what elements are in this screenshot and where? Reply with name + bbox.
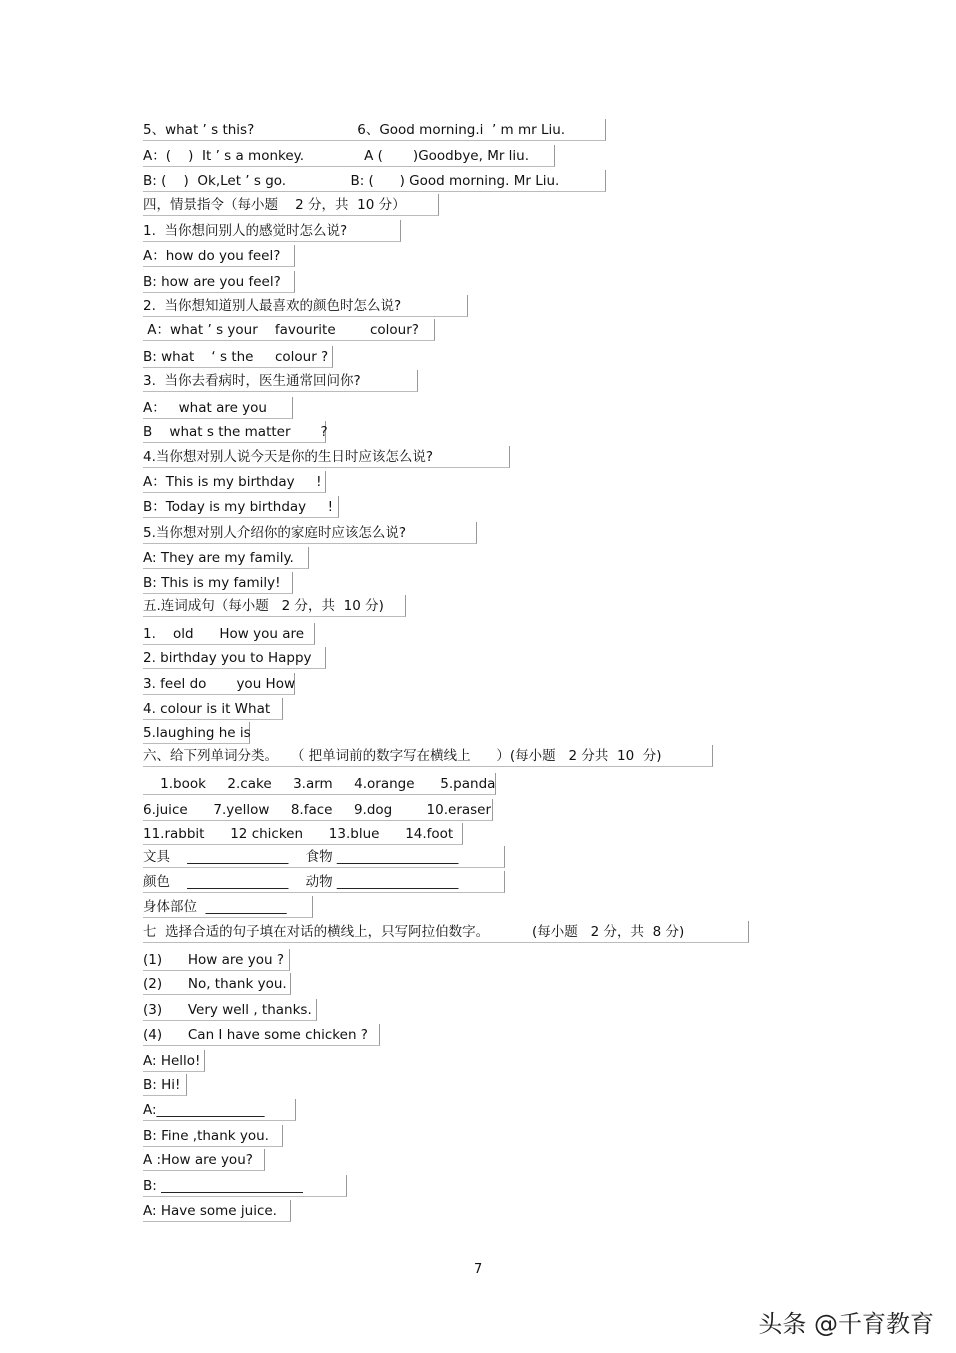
text-line: B: Hi! xyxy=(143,1074,187,1096)
text-line: B: This is my family! xyxy=(143,572,293,594)
text-line: 五.连词成句（每小题 2 分，共 10 分) xyxy=(143,595,406,617)
text-line: 5.当你想对别人介绍你的家庭时应该怎么说? xyxy=(143,522,477,544)
text-line: B：Today is my birthday ! xyxy=(143,496,339,518)
text-line: 颜色 _______________ 动物 __________________ xyxy=(143,871,505,893)
text-line: A :How are you? xyxy=(143,1149,265,1171)
text-line: (3) Very well , thanks. xyxy=(143,999,317,1021)
text-line: 2. 当你想知道别人最喜欢的颜色时怎么说? xyxy=(143,295,468,317)
text-line: (4) Can I have some chicken ? xyxy=(143,1024,380,1046)
text-line: B: ( ) Ok,Let ’ s go. B: ( ) Good morning. Mr Liu. xyxy=(143,170,606,192)
text-line: 4.当你想对别人说今天是你的生日时应该怎么说? xyxy=(143,446,510,468)
text-line: A： what are you xyxy=(143,397,293,419)
text-line: 11.rabbit 12 chicken 13.blue 14.foot xyxy=(143,823,463,845)
text-line: 1. 当你想问别人的感觉时怎么说? xyxy=(143,220,401,242)
text-line: (2) No, thank you. xyxy=(143,973,291,995)
text-line: 七 选择合适的句子填在对话的横线上，只写阿拉伯数字。 (每小题 2 分，共 8 分) xyxy=(143,921,749,943)
text-line: 文具 _______________ 食物 __________________ xyxy=(143,846,505,868)
text-line: 4. colour is it What xyxy=(143,698,283,720)
text-line: B what s the matter ? xyxy=(143,421,326,443)
text-line: (1) How are you ? xyxy=(143,949,290,971)
text-line: 5.laughing he is xyxy=(143,722,250,744)
text-line: 6.juice 7.yellow 8.face 9.dog 10.eraser xyxy=(143,799,493,821)
text-line: B: what ‘ s the colour ? xyxy=(143,346,333,368)
text-line: A: Hello! xyxy=(143,1050,205,1072)
text-line: 1.book 2.cake 3.arm 4.orange 5.panda xyxy=(143,773,496,795)
text-line: 六、给下列单词分类。 （ 把单词前的数字写在横线上 ）(每小题 2 分共 10 分) xyxy=(143,745,713,767)
text-line: A：( ) It ’ s a monkey. A ( )Goodbye, Mr liu. xyxy=(143,145,555,167)
text-line: 2. birthday you to Happy xyxy=(143,647,326,669)
text-line: B: how are you feel? xyxy=(143,271,295,293)
text-line: A：what ’ s your favourite colour? xyxy=(143,319,435,341)
text-line: B: Fine ,thank you. xyxy=(143,1125,283,1147)
text-line: 3. 当你去看病时，医生通常回问你? xyxy=(143,370,418,392)
text-line: A: Have some juice. xyxy=(143,1200,291,1222)
text-line: 1. old How you are xyxy=(143,623,315,645)
text-line: 身体部位 ____________ xyxy=(143,896,313,918)
text-line: A: They are my family. xyxy=(143,547,309,569)
watermark-logo: 头条 @千育教育 xyxy=(758,1310,934,1338)
text-line: A：how do you feel? xyxy=(143,245,295,267)
text-line: A：This is my birthday ! xyxy=(143,471,326,493)
text-line: B: _____________________ xyxy=(143,1175,347,1197)
page-number: 7 xyxy=(474,1262,483,1277)
text-line: A:________________ xyxy=(143,1099,296,1121)
text-line: 3. feel do you How xyxy=(143,673,295,695)
text-line: 四，情景指令（每小题 2 分，共 10 分） xyxy=(143,194,439,216)
text-line: 5、what ’ s this? 6、Good morning.i ’ m mr Liu. xyxy=(143,119,606,141)
